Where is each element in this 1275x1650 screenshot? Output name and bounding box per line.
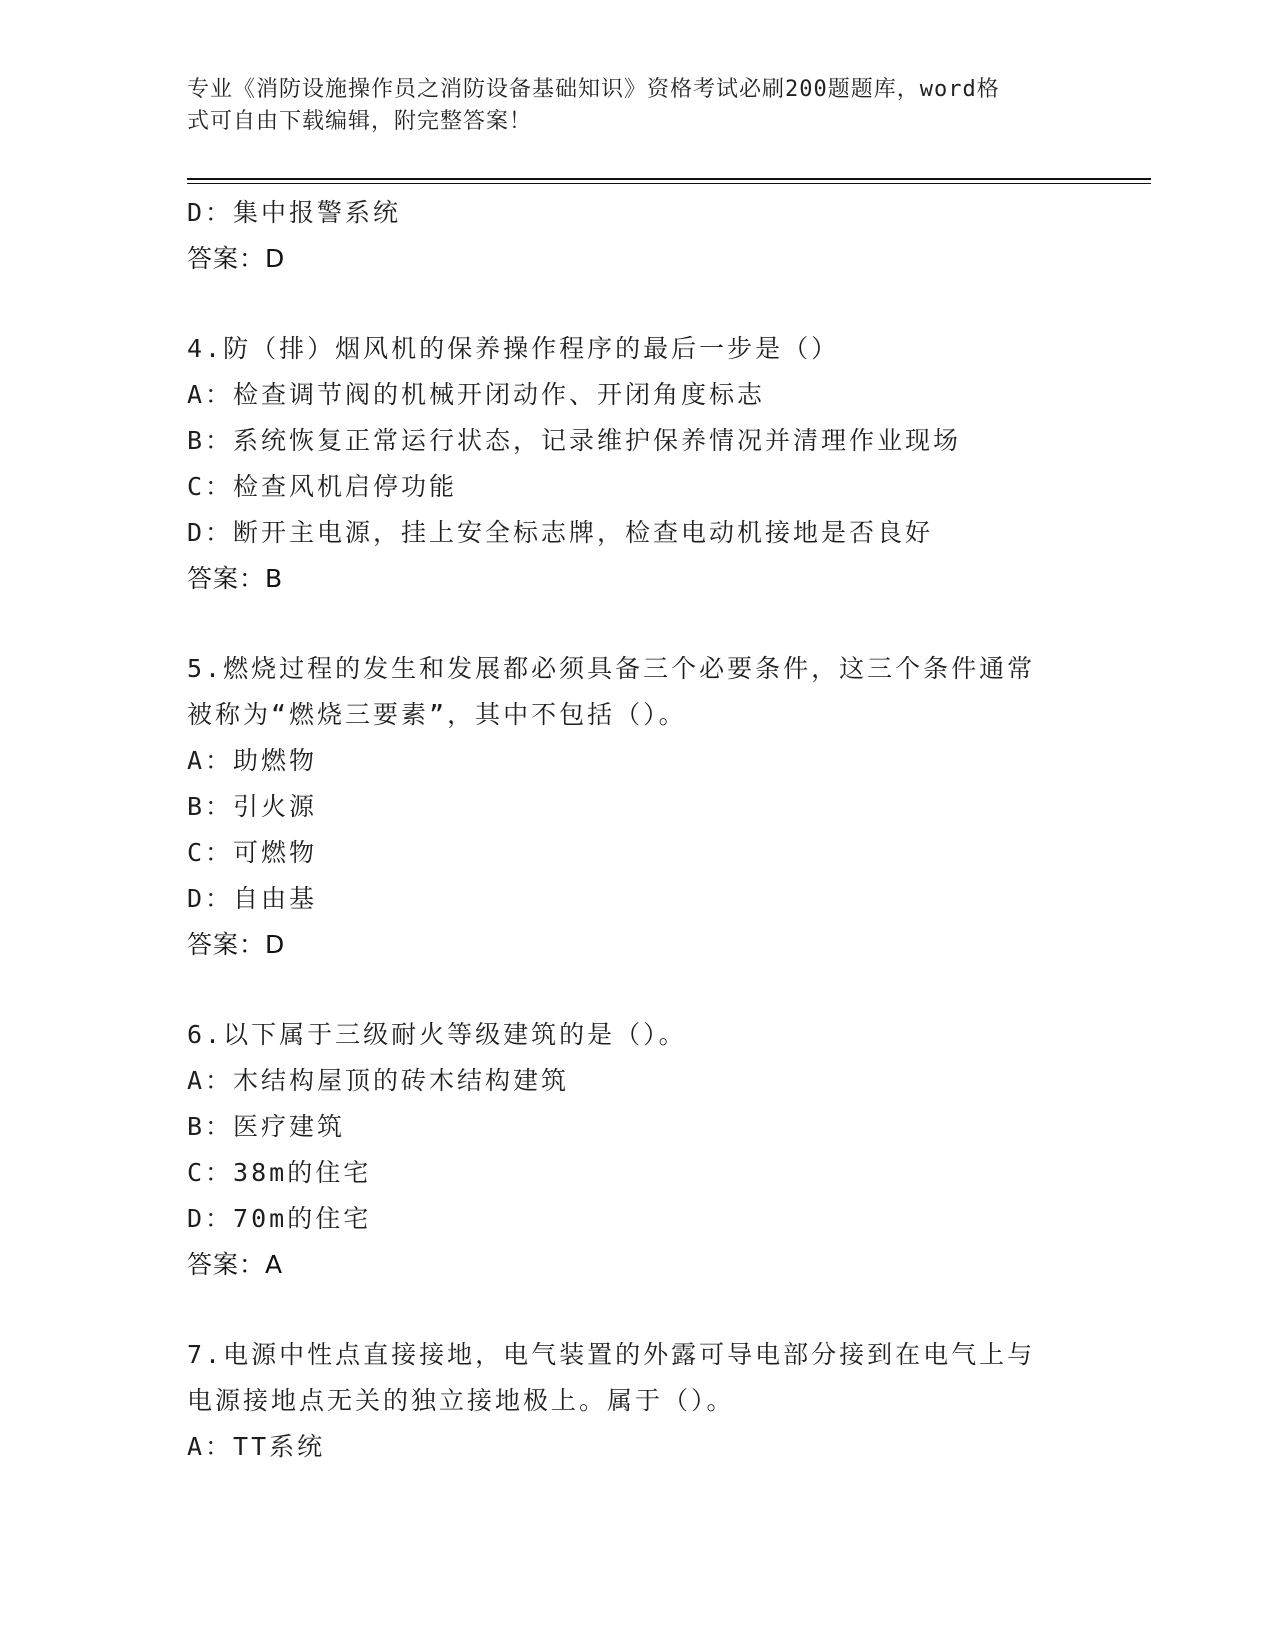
question-stem: 7.电源中性点直接接地，电气装置的外露可导电部分接到在电气上与 — [187, 1340, 1036, 1369]
option-b: B：引火源 — [187, 792, 318, 821]
header-divider-thin — [187, 183, 1151, 184]
option-b: B：系统恢复正常运行状态，记录维护保养情况并清理作业现场 — [187, 426, 962, 455]
option-d: D：自由基 — [187, 884, 318, 913]
option-a: A：TT系统 — [187, 1432, 326, 1461]
option-d: D：集中报警系统 — [187, 198, 402, 227]
option-c: C：检查风机启停功能 — [187, 472, 458, 501]
header-title-line-1: 专业《消防设施操作员之消防设备基础知识》资格考试必刷200题题库，word格 — [187, 77, 1000, 102]
option-c: C：38m的住宅 — [187, 1158, 372, 1187]
option-b: B：医疗建筑 — [187, 1112, 346, 1141]
option-d: D：断开主电源，挂上安全标志牌，检查电动机接地是否良好 — [187, 518, 934, 547]
answer-line: 答案：B — [187, 564, 284, 593]
header-title-line-2: 式可自由下载编辑，附完整答案！ — [187, 109, 533, 134]
header-divider-thick — [187, 178, 1151, 180]
option-a: A：木结构屋顶的砖木结构建筑 — [187, 1066, 570, 1095]
question-list — [187, 190, 1087, 1470]
option-a: A：检查调节阀的机械开闭动作、开闭角度标志 — [187, 380, 766, 409]
question-stem-continued: 电源接地点无关的独立接地极上。属于（）。 — [187, 1386, 735, 1415]
question-stem: 4.防（排）烟风机的保养操作程序的最后一步是（） — [187, 334, 840, 363]
answer-line: 答案：D — [187, 244, 286, 273]
question-stem: 5.燃烧过程的发生和发展都必须具备三个必要条件，这三个条件通常 — [187, 654, 1036, 683]
document-header — [187, 74, 1067, 138]
option-a: A：助燃物 — [187, 746, 318, 775]
answer-line: 答案：D — [187, 930, 286, 959]
question-5 — [187, 646, 1087, 968]
question-7 — [187, 1332, 1087, 1470]
question-stem-continued: 被称为“燃烧三要素”，其中不包括（）。 — [187, 700, 687, 729]
question-stem: 6.以下属于三级耐火等级建筑的是（）。 — [187, 1020, 687, 1049]
option-d: D：70m的住宅 — [187, 1204, 372, 1233]
option-c: C：可燃物 — [187, 838, 318, 867]
answer-line: 答案：A — [187, 1250, 284, 1279]
previous-question-tail — [187, 190, 1087, 282]
question-6 — [187, 1012, 1087, 1288]
question-4 — [187, 326, 1087, 602]
